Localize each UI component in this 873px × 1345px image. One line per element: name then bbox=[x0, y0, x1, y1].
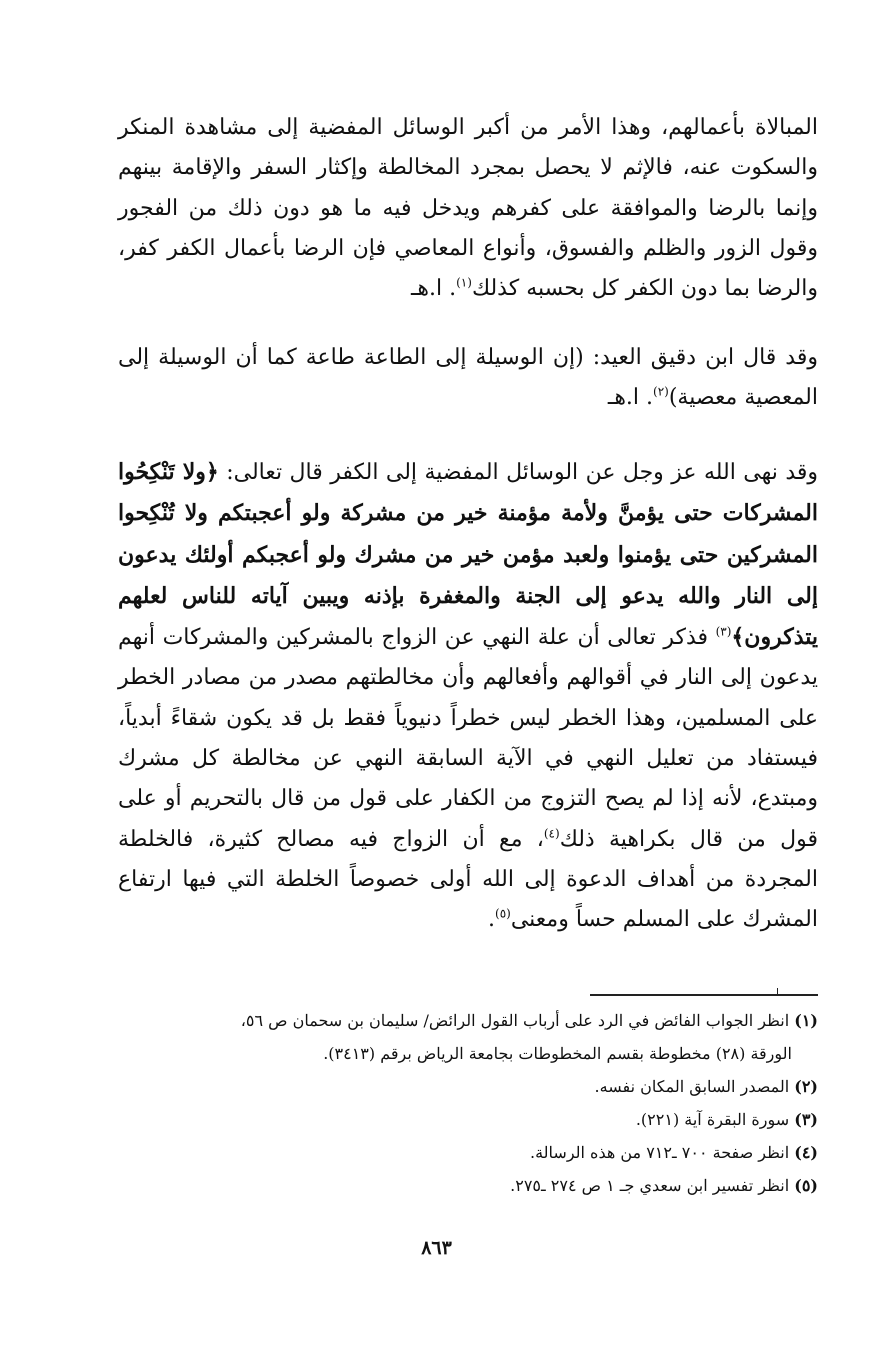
paragraph-3-end: . bbox=[488, 907, 495, 933]
footnote-text: المصدر السابق المكان نفسه. bbox=[594, 1077, 790, 1096]
footnotes bbox=[118, 1006, 818, 1204]
footnote-ref-5[interactable]: (٥) bbox=[495, 906, 511, 921]
footnote-number: (٢) bbox=[794, 1077, 818, 1096]
footnote-text: سورة البقرة آية (٢٢١). bbox=[635, 1110, 790, 1129]
paragraph-2 bbox=[118, 338, 818, 418]
footnote-1-continuation bbox=[118, 1039, 792, 1068]
footnote-ref-3[interactable]: (٣) bbox=[715, 624, 732, 639]
footnote-separator bbox=[590, 992, 818, 1000]
footnote-1 bbox=[118, 1006, 818, 1035]
paragraph-2-end: . ا.هـ bbox=[607, 385, 654, 411]
footnote-text: الورقة (٢٨) مخطوطة بقسم المخطوطات بجامعة الرياض برقم (٣٤١٣). bbox=[323, 1044, 792, 1063]
paragraph-3-middle: فذكر تعالى أن علة النهي عن الزواج بالمشركين والمشركات أنهم يدعون إلى النار في أقوالهم وأفعالهم وأن مخالطتهم مصدر من مصادر الخطر على المسلمين، وهذا الخطر ليس خطراً دنيوياً فقط بل قد يكون شقاءً أبدياً، فيستفاد من تعليل النهي في الآية السابقة النهي عن مخالطة كل مشرك ومبتدع، لأنه إذا لم يصح التزوج من الكفار على قول من قال بالتحريم أو على قول من قال بكراهية ذلك bbox=[118, 625, 818, 852]
footnote-text: انظر الجواب الفائض في الرد على أرباب القول الرائض/ سليمان بن سحمان ص ٥٦، bbox=[240, 1011, 790, 1030]
footnote-ref-1[interactable]: (١) bbox=[456, 275, 472, 290]
footnote-rule-tick bbox=[777, 988, 779, 996]
footnote-5 bbox=[118, 1171, 818, 1200]
footnote-number: (٣) bbox=[794, 1110, 818, 1129]
footnote-rule bbox=[590, 994, 818, 996]
paragraph-3 bbox=[118, 452, 818, 941]
footnote-number: (٥) bbox=[794, 1176, 818, 1195]
footnote-ref-2[interactable]: (٢) bbox=[653, 384, 669, 399]
footnote-4 bbox=[118, 1138, 818, 1167]
paragraph-3-rest: ، مع أن الزواج فيه مصالح كثيرة، فالخلطة المجردة من أهداف الدعوة إلى الله أولى خصوصاً الخلطة التي فيها ارتفاع المشرك على المسلم حساً ومعنى bbox=[118, 826, 818, 933]
footnote-ref-4[interactable]: (٤) bbox=[543, 826, 560, 841]
paragraph-2-text: وقد قال ابن دقيق العيد: (إن الوسيلة إلى الطاعة طاعة كما أن الوسيلة إلى المعصية معصية) bbox=[118, 345, 818, 411]
footnote-text: انظر صفحة ٧٠٠ ـ٧١٢ من هذه الرسالة. bbox=[530, 1143, 790, 1162]
paragraph-1-text: المبالاة بأعمالهم، وهذا الأمر من أكبر الوسائل المفضية إلى مشاهدة المنكر والسكوت عنه، فالإثم لا يحصل بمجرد المخالطة وإكثار السفر والإقامة بينهم وإنما بالرضا والموافقة على كفرهم ويدخل فيه ما هو دون ذلك من الفجور وقول الزور والظلم والفسوق، وأنواع المعاصي فإن الرضا بأعمال الكفر كفر، والرضا بما دون الكفر كل بحسبه كذلك bbox=[118, 115, 818, 302]
footnote-number: (٤) bbox=[794, 1143, 818, 1162]
quran-verse: ﴿ولا تَنْكِحُوا المشركات حتى يؤمنَّ ولأمة مؤمنة خير من مشركة ولو أعجبتكم ولا تُنْكِحوا المشركين حتى يؤمنوا ولعبد مؤمن خير من مشرك ولو أعجبكم أولئك يدعون إلى النار والله يدعو إلى الجنة والمغفرة بإذنه ويبين آياته للناس لعلهم يتذكرون﴾ bbox=[118, 459, 818, 651]
footnote-3 bbox=[118, 1105, 818, 1134]
footnote-number: (١) bbox=[794, 1011, 818, 1030]
paragraph-1-end: . ا.هـ bbox=[410, 276, 457, 302]
paragraph-3-intro: وقد نهى الله عز وجل عن الوسائل المفضية إلى الكفر قال تعالى: bbox=[226, 460, 819, 485]
footnote-text: انظر تفسير ابن سعدي جـ ١ ص ٢٧٤ ـ٢٧٥. bbox=[510, 1176, 790, 1195]
page-body bbox=[118, 108, 818, 941]
footnote-2 bbox=[118, 1072, 818, 1101]
page-number: ٨٦٣ bbox=[421, 1237, 452, 1259]
paragraph-1 bbox=[118, 108, 818, 318]
